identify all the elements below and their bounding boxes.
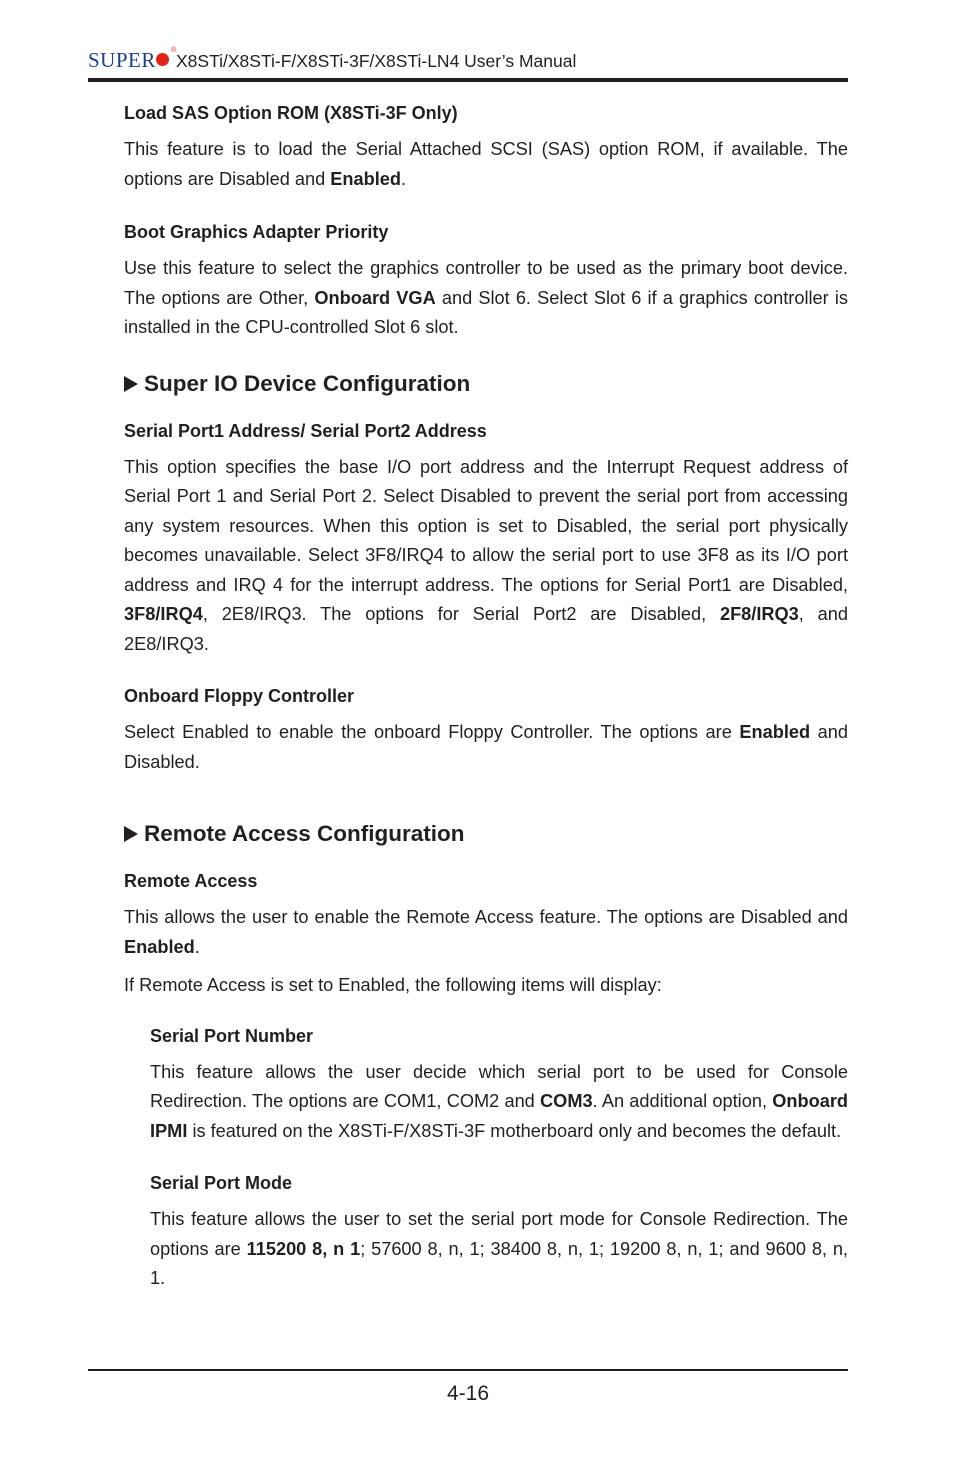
brand-registered-mark: ® [171, 47, 177, 54]
brand-logo: SUPER [88, 48, 156, 72]
section-title-remote-access: Remote Access Configuration [124, 819, 848, 849]
footer-divider [88, 1369, 848, 1371]
section-title-super-io: Super IO Device Configuration [124, 369, 848, 399]
triangle-right-icon [124, 826, 138, 842]
heading-boot-graphics-adapter-priority: Boot Graphics Adapter Priority [124, 222, 389, 242]
paragraph-serial-port-number: This feature allows the user decide which serial port to be used for Console Redirection. The options are COM1, COM2 and COM3. An additional option, Onboard IPMI is featured on the X8STi-F/X8STi-3F motherboard only and becomes the default. [150, 1061, 849, 1141]
page-number: 4-16 [446, 1382, 490, 1405]
brand-logo-dot-icon [156, 53, 169, 66]
manual-title: X8STi/X8STi-F/X8STi-3F/X8STi-LN4 User’s Manual [176, 51, 577, 71]
paragraph-load-sas-option-rom: This feature is to load the Serial Attached SCSI (SAS) option ROM, if available. The options are Disabled and Enabled. [124, 139, 848, 189]
paragraph-remote-access: This allows the user to enable the Remote Access feature. The options are Disabled and Enabled. [124, 907, 848, 957]
heading-serial-port-number: Serial Port Number [150, 1025, 314, 1046]
heading-load-sas-option-rom: Load SAS Option ROM (X8STi-3F Only) [124, 103, 458, 123]
heading-serial-port-mode: Serial Port Mode [150, 1173, 293, 1193]
heading-onboard-floppy-controller: Onboard Floppy Controller [124, 686, 354, 706]
paragraph-remote-access-note: If Remote Access is set to Enabled, the following items will display: [124, 975, 662, 995]
triangle-right-icon [124, 376, 138, 392]
heading-remote-access: Remote Access [124, 871, 258, 891]
paragraph-onboard-floppy-controller: Select Enabled to enable the onboard Floppy Controller. The options are Enabled and Disabled. [124, 722, 848, 772]
paragraph-serial-port-mode: This feature allows the user to set the serial port mode for Console Redirection. The options are 115200 8, n 1; 57600 8, n, 1; 38400 8, n, 1; 19200 8, n, 1; and 9600 8, n, 1. [150, 1209, 848, 1288]
paragraph-boot-graphics-adapter-priority: Use this feature to select the graphics controller to be used as the primary boot device. The options are Other, Onboard VGA and Slot 6. Select Slot 6 if a graphics controller is installed in the CPU-controlled Slot 6 slot. [124, 258, 848, 337]
paragraph-serial-port-address: This option specifies the base I/O port address and the Interrupt Request address of Serial Port 1 and Serial Port 2. Select Disabled to prevent the serial port from accessing any system resources. When this option is set to Disabled, the serial port physically becomes unavailable. Select 3F8/IRQ4 to allow the serial port to use 3F8 as its I/O port address and IRQ 4 for the interrupt address. The options for Serial Port1 are Disabled, 3F8/IRQ4, 2E8/IRQ3. The options for Serial Port2 are Disabled, 2F8/IRQ3, and 2E8/IRQ3. [124, 456, 848, 654]
heading-serial-port-address: Serial Port1 Address/ Serial Port2 Address [124, 420, 487, 441]
remote-access-subitems [150, 1023, 848, 1294]
page-content [124, 100, 848, 1294]
header-divider [88, 78, 848, 82]
